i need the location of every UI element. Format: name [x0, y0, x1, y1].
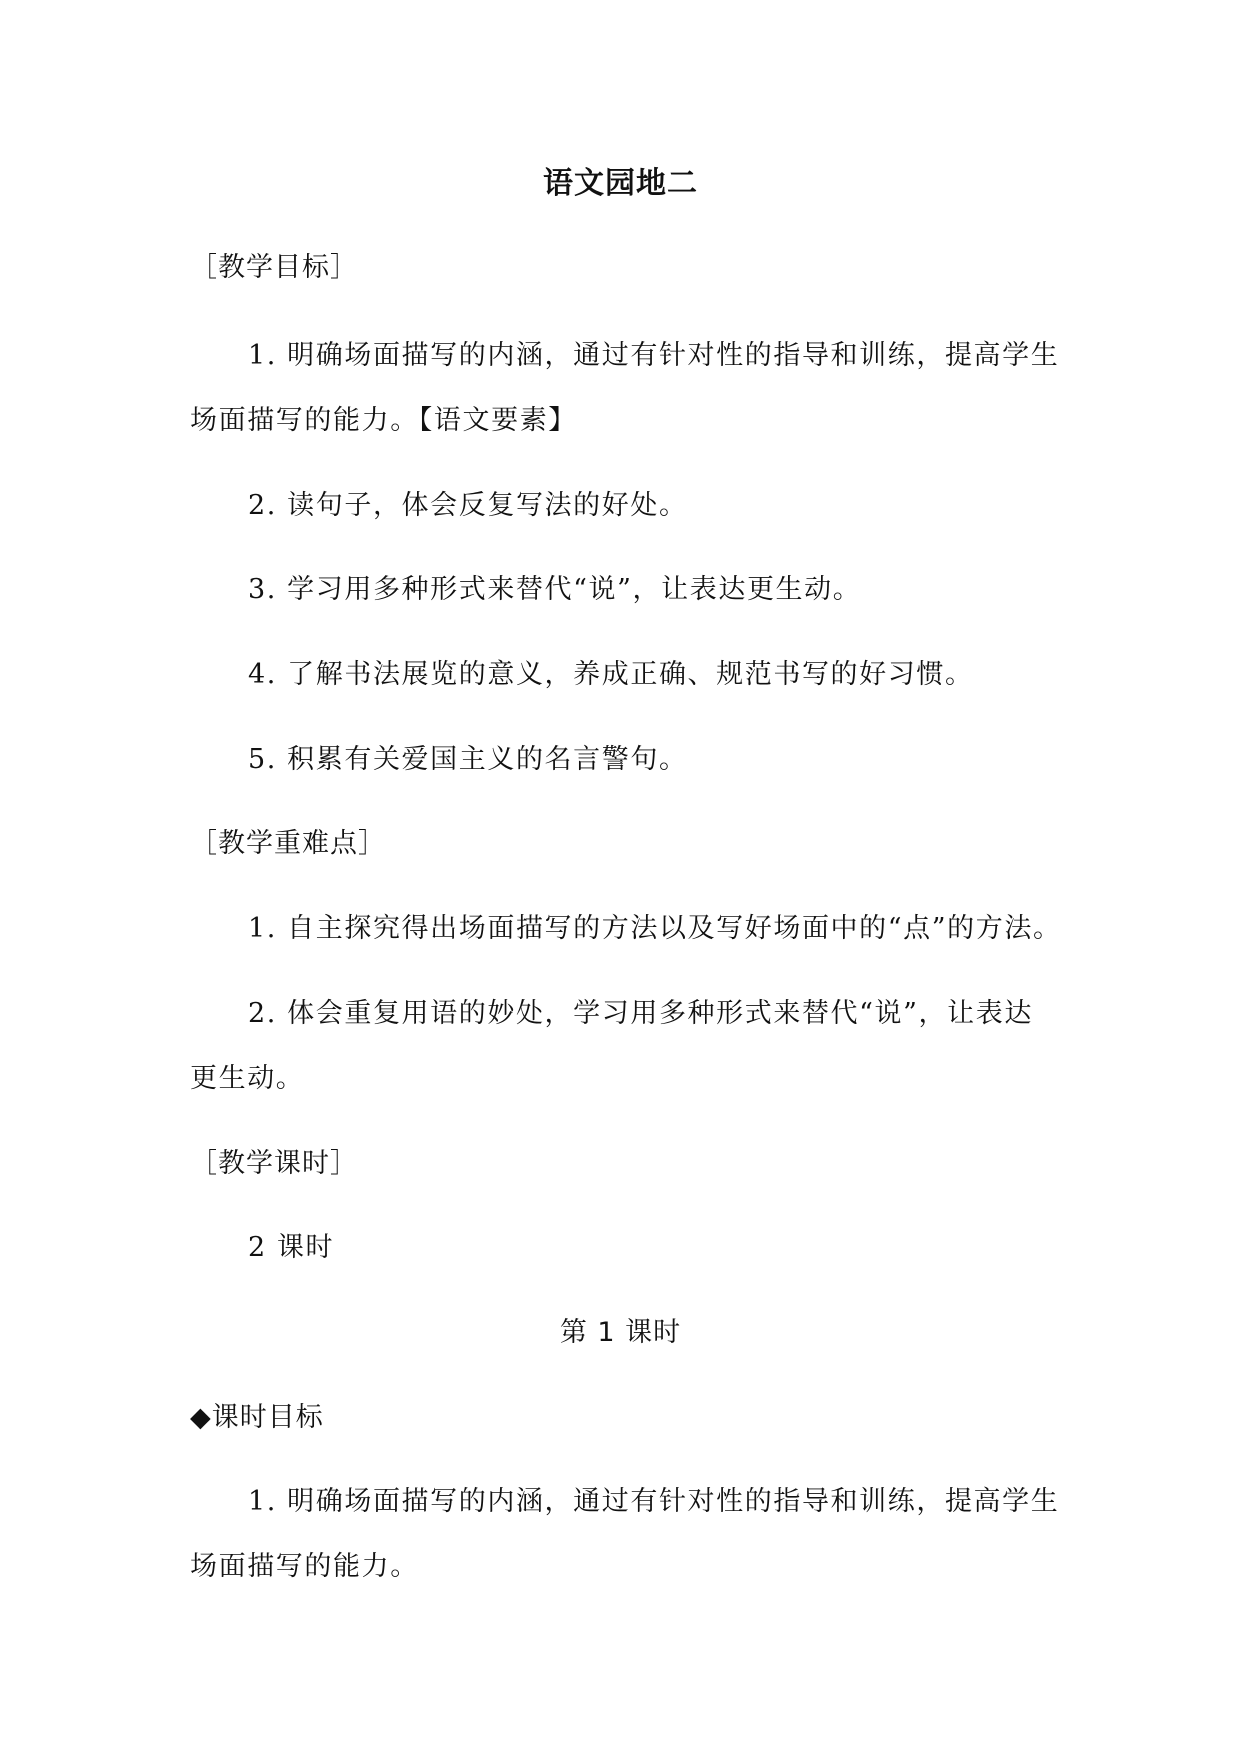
key-point-line-2: 2. 体会重复用语的妙处，学习用多种形式来替代“说”，让表达 [248, 998, 1033, 1029]
objective-line-5: 5. 积累有关爱国主义的名言警句。 [248, 744, 688, 775]
page-title: 语文园地二 [543, 166, 698, 201]
objective-line-2: 2. 读句子，体会反复写法的好处。 [248, 490, 688, 521]
key-point-line-2-cont: 更生动。 [190, 1063, 305, 1094]
key-point-line-1: 1. 自主探究得出场面描写的方法以及写好场面中的“点”的方法。 [248, 913, 1062, 944]
lesson-objective-line-1-cont: 场面描写的能力。 [190, 1551, 419, 1582]
lesson-objectives-heading: ◆课时目标 [190, 1402, 324, 1433]
lesson-objective-line-1: 1. 明确场面描写的内涵，通过有针对性的指导和训练，提高学生 [248, 1486, 1060, 1517]
objective-line-1: 1. 明确场面描写的内涵，通过有针对性的指导和训练，提高学生 [248, 340, 1060, 371]
periods-heading: ［教学课时］ [190, 1148, 358, 1179]
key-points-heading: ［教学重难点］ [190, 828, 386, 859]
objective-line-3: 3. 学习用多种形式来替代“说”，让表达更生动。 [248, 574, 862, 605]
periods-value: 2 课时 [248, 1232, 335, 1263]
objective-line-1-cont: 场面描写的能力。【语文要素】 [190, 405, 577, 436]
objectives-heading: ［教学目标］ [190, 252, 358, 283]
objective-line-4: 4. 了解书法展览的意义，养成正确、规范书写的好习惯。 [248, 659, 974, 690]
lesson-title: 第 1 课时 [559, 1317, 682, 1348]
